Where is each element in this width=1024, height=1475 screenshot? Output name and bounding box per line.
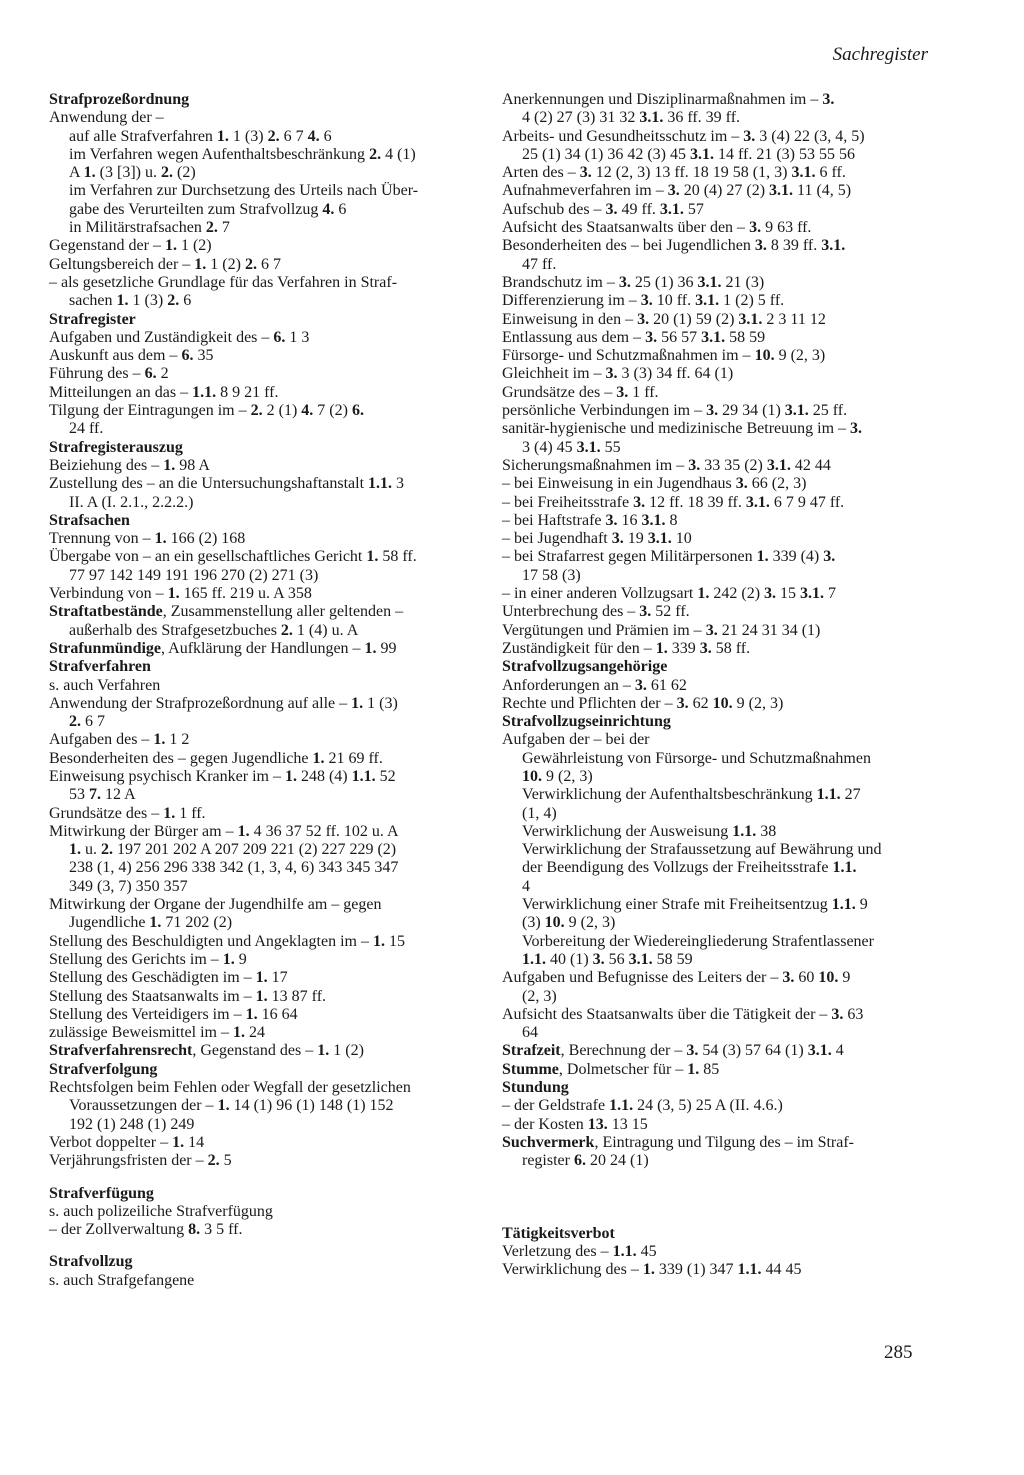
spacer: [502, 1171, 954, 1225]
index-heading: Strafvollzugseinrichtung: [502, 713, 671, 731]
index-entry: Mitwirkung der Bürger am – 1. 4 36 37 52 ff. 102 u. A: [49, 822, 399, 840]
index-entry: s. auch polizeiliche Strafverfügung: [49, 1202, 273, 1220]
index-heading: Tätigkeitsverbot: [502, 1224, 615, 1242]
index-entry: Brandschutz im – 3. 25 (1) 36 3.1. 21 (3): [502, 273, 765, 291]
spacer: [49, 1171, 481, 1185]
index-subentry: Jugendliche 1. 71 202 (2): [69, 914, 233, 932]
index-subentry: außerhalb des Strafgesetzbuches 2. 1 (4) u. A: [69, 621, 359, 639]
index-entry: sanitär-hygienische und medizinische Betreuung im – 3.: [502, 420, 863, 438]
page-number: 285: [884, 1342, 913, 1363]
index-subentry: 4 (2) 27 (3) 31 32 3.1. 36 ff. 39 ff.: [522, 109, 741, 127]
index-entry: Stellung des Staatsanwalts im – 1. 13 87 ff.: [49, 987, 327, 1005]
index-subentry: in Militärstrafsachen 2. 7: [69, 219, 230, 237]
index-subentry: register 6. 20 24 (1): [522, 1152, 649, 1170]
index-entry: Arten des – 3. 12 (2, 3) 13 ff. 18 19 58 (1, 3) 3.1. 6 ff.: [502, 164, 846, 182]
index-entry: Mitwirkung der Organe der Jugendhilfe am – gegen: [49, 896, 382, 914]
index-entry: Grundsätze des – 3. 1 ff.: [502, 383, 659, 401]
index-entry: Aufsicht des Staatsanwalts über die Tätigkeit der – 3. 63: [502, 1005, 864, 1023]
index-entry: Trennung von – 1. 166 (2) 168: [49, 530, 246, 548]
index-subentry: 349 (3, 7) 350 357: [69, 877, 188, 895]
index-entry: Verbot doppelter – 1. 14: [49, 1133, 205, 1151]
index-entry: Aufnahmeverfahren im – 3. 20 (4) 27 (2) 3.1. 11 (4, 5): [502, 182, 852, 200]
index-entry: Sicherungsmaßnahmen im – 3. 33 35 (2) 3.1. 42 44: [502, 456, 831, 474]
index-heading-inline: Suchvermerk, Eintragung und Tilgung des – im Straf-: [502, 1133, 854, 1151]
index-heading: Strafprozeßordnung: [49, 91, 190, 108]
index-subentry: Verwirklichung der Aufenthaltsbeschränkung 1.1. 27: [522, 786, 861, 804]
index-entry: Anwendung der –: [49, 109, 164, 127]
index-entry: Geltungsbereich der – 1. 1 (2) 2. 6 7: [49, 255, 281, 273]
index-column-right: [502, 91, 954, 1279]
index-entry: Zuständigkeit für den – 1. 339 3. 58 ff.: [502, 639, 751, 657]
index-subentry: der Beendigung des Vollzugs der Freiheitsstrafe 1.1.: [522, 859, 857, 877]
index-subentry: 47 ff.: [522, 255, 557, 273]
index-heading-inline: Strafverfahrensrecht, Gegenstand des – 1. 1 (2): [49, 1042, 364, 1060]
index-entry: – bei Einweisung in ein Jugendhaus 3. 66 (2, 3): [502, 475, 807, 493]
index-subentry: 64: [522, 1024, 538, 1042]
index-heading-inline: Stumme, Dolmetscher für – 1. 85: [502, 1060, 720, 1078]
index-entry: Stellung des Geschädigten im – 1. 17: [49, 969, 288, 987]
index-subentry: Verwirklichung der Ausweisung 1.1. 38: [522, 822, 777, 840]
index-subentry: II. A (I. 2.1., 2.2.2.): [69, 493, 194, 511]
index-entry: persönliche Verbindungen im – 3. 29 34 (1) 3.1. 25 ff.: [502, 402, 848, 420]
index-heading: Strafverfahren: [49, 658, 151, 676]
index-entry: Rechte und Pflichten der – 3. 62 10. 9 (2, 3): [502, 694, 784, 712]
index-entry: – bei Strafarrest gegen Militärpersonen 1. 339 (4) 3.: [502, 548, 836, 566]
index-subentry: (2, 3): [522, 987, 557, 1005]
index-entry: Stellung des Gerichts im – 1. 9: [49, 950, 247, 968]
index-subentry: gabe des Verurteilten zum Strafvollzug 4. 6: [69, 200, 347, 218]
index-subentry: im Verfahren wegen Aufenthaltsbeschränkung 2. 4 (1): [69, 145, 416, 163]
index-entry: – der Kosten 13. 13 15: [502, 1115, 648, 1133]
index-entry: Rechtsfolgen beim Fehlen oder Wegfall der gesetzlichen: [49, 1079, 411, 1097]
index-entry: Arbeits- und Gesundheitsschutz im – 3. 3 (4) 22 (3, 4, 5): [502, 127, 865, 145]
spacer: [49, 1239, 481, 1253]
index-subentry: auf alle Strafverfahren 1. 1 (3) 2. 6 7 4. 6: [69, 127, 332, 145]
index-entry: Auskunft aus dem – 6. 35: [49, 347, 214, 365]
index-entry: Aufsicht des Staatsanwalts über den – 3. 9 63 ff.: [502, 219, 812, 237]
index-entry: – bei Jugendhaft 3. 19 3.1. 10: [502, 530, 692, 548]
index-subentry: 17 58 (3): [522, 566, 581, 584]
index-entry: – bei Haftstrafe 3. 16 3.1. 8: [502, 511, 678, 529]
index-entry: Verletzung des – 1.1. 45: [502, 1242, 657, 1260]
index-subentry: 24 ff.: [69, 420, 104, 438]
index-heading: Strafregister: [49, 310, 136, 328]
index-heading: Strafsachen: [49, 511, 130, 529]
index-entry: Einweisung psychisch Kranker im – 1. 248 (4) 1.1. 52: [49, 767, 396, 785]
index-entry: s. auch Verfahren: [49, 676, 161, 694]
index-heading-inline: Strafunmündige, Aufklärung der Handlungen – 1. 99: [49, 639, 397, 657]
index-heading: Stundung: [502, 1079, 569, 1097]
index-heading-inline: Strafzeit, Berechnung der – 3. 54 (3) 57 64 (1) 3.1. 4: [502, 1042, 844, 1060]
index-entry: Gegenstand der – 1. 1 (2): [49, 237, 212, 255]
index-subentry: 192 (1) 248 (1) 249: [69, 1115, 195, 1133]
index-entry: Fürsorge- und Schutzmaßnahmen im – 10. 9 (2, 3): [502, 347, 826, 365]
index-subentry: (3) 10. 9 (2, 3): [522, 914, 616, 932]
index-entry: Besonderheiten des – gegen Jugendliche 1. 21 69 ff.: [49, 749, 383, 767]
index-entry: Differenzierung im – 3. 10 ff. 3.1. 1 (2) 5 ff.: [502, 292, 785, 310]
index-entry: zulässige Beweismittel im – 1. 24: [49, 1024, 265, 1042]
index-entry: Unterbrechung des – 3. 52 ff.: [502, 603, 690, 621]
index-column-left: [49, 91, 481, 1290]
index-heading: Strafverfügung: [49, 1184, 154, 1202]
index-subentry: 77 97 142 149 191 196 270 (2) 271 (3): [69, 566, 319, 584]
index-subentry: Gewährleistung von Fürsorge- und Schutzmaßnahmen: [522, 749, 871, 767]
running-head: Sachregister: [832, 44, 928, 65]
index-heading: Strafvollzugsangehörige: [502, 658, 668, 676]
index-entry: Aufgaben des – 1. 1 2: [49, 731, 190, 749]
index-subentry: 238 (1, 4) 256 296 338 342 (1, 3, 4, 6) 343 345 347: [69, 859, 399, 877]
index-entry: Verjährungsfristen der – 2. 5: [49, 1152, 232, 1170]
index-entry: Aufschub des – 3. 49 ff. 3.1. 57: [502, 200, 704, 218]
index-entry: Anforderungen an – 3. 61 62: [502, 676, 687, 694]
index-entry: – der Zollverwaltung 8. 3 5 ff.: [49, 1221, 243, 1239]
index-entry: Führung des – 6. 2: [49, 365, 169, 383]
index-entry: Zustellung des – an die Untersuchungshaftanstalt 1.1. 3: [49, 475, 405, 493]
index-subentry: Voraussetzungen der – 1. 14 (1) 96 (1) 148 (1) 152: [69, 1097, 394, 1115]
index-entry: Gleichheit im – 3. 3 (3) 34 ff. 64 (1): [502, 365, 734, 383]
index-entry: Besonderheiten des – bei Jugendlichen 3. 8 39 ff. 3.1.: [502, 237, 846, 255]
index-subentry: 2. 6 7: [69, 713, 105, 731]
index-entry: Vergütungen und Prämien im – 3. 21 24 31 34 (1): [502, 621, 821, 639]
index-entry: – der Geldstrafe 1.1. 24 (3, 5) 25 A (II. 4.6.): [502, 1097, 783, 1115]
index-entry: Verwirklichung des – 1. 339 (1) 347 1.1. 44 45: [502, 1261, 802, 1279]
index-entry: s. auch Strafgefangene: [49, 1271, 195, 1289]
index-subentry: Verwirklichung einer Strafe mit Freiheitsentzug 1.1. 9: [522, 896, 868, 914]
index-entry: Entlassung aus dem – 3. 56 57 3.1. 58 59: [502, 328, 766, 346]
index-entry: Aufgaben der – bei der: [502, 731, 650, 749]
index-subentry: 3 (4) 45 3.1. 55: [522, 438, 621, 456]
index-heading-inline: Straftatbestände, Zusammenstellung aller geltenden –: [49, 603, 404, 621]
index-heading: Strafverfolgung: [49, 1060, 158, 1078]
index-entry: Aufgaben und Zuständigkeit des – 6. 1 3: [49, 328, 310, 346]
index-entry: Anerkennungen und Disziplinarmaßnahmen im – 3.: [502, 91, 835, 108]
index-entry: – als gesetzliche Grundlage für das Verfahren in Straf-: [49, 273, 398, 291]
index-subentry: A 1. (3 [3]) u. 2. (2): [69, 164, 196, 182]
index-entry: Anwendung der Strafprozeßordnung auf alle – 1. 1 (3): [49, 694, 398, 712]
index-entry: Tilgung der Eintragungen im – 2. 2 (1) 4. 7 (2) 6.: [49, 402, 364, 420]
index-heading: Strafvollzug: [49, 1253, 133, 1271]
index-subentry: 10. 9 (2, 3): [522, 767, 593, 785]
index-entry: Grundsätze des – 1. 1 ff.: [49, 804, 206, 822]
index-subentry: Verwirklichung der Strafaussetzung auf Bewährung und: [522, 841, 882, 859]
index-subentry: (1, 4): [522, 804, 557, 822]
index-heading: Strafregisterauszug: [49, 438, 183, 456]
index-entry: – bei Freiheitsstrafe 3. 12 ff. 18 39 ff. 3.1. 6 7 9 47 ff.: [502, 493, 845, 511]
index-entry: Verbindung von – 1. 165 ff. 219 u. A 358: [49, 585, 312, 603]
index-entry: Einweisung in den – 3. 20 (1) 59 (2) 3.1. 2 3 11 12: [502, 310, 826, 328]
index-subentry: 1. u. 2. 197 201 202 A 207 209 221 (2) 227 229 (2): [69, 841, 397, 859]
index-subentry: Vorbereitung der Wiedereingliederung Strafentlassener: [522, 932, 874, 950]
index-entry: Beiziehung des – 1. 98 A: [49, 456, 210, 474]
index-subentry: 4: [522, 877, 530, 895]
index-entry: – in einer anderen Vollzugsart 1. 242 (2) 3. 15 3.1. 7: [502, 585, 837, 603]
index-subentry: 1.1. 40 (1) 3. 56 3.1. 58 59: [522, 950, 693, 968]
index-subentry: 25 (1) 34 (1) 36 42 (3) 45 3.1. 14 ff. 21 (3) 53 55 56: [522, 145, 855, 163]
index-subentry: im Verfahren zur Durchsetzung des Urteils nach Über-: [69, 182, 419, 200]
index-entry: Aufgaben und Befugnisse des Leiters der – 3. 60 10. 9: [502, 969, 851, 987]
index-subentry: 53 7. 12 A: [69, 786, 136, 804]
index-subentry: sachen 1. 1 (3) 2. 6: [69, 292, 192, 310]
index-entry: Stellung des Beschuldigten und Angeklagten im – 1. 15: [49, 932, 405, 950]
index-entry: Mitteilungen an das – 1.1. 8 9 21 ff.: [49, 383, 279, 401]
index-entry: Übergabe von – an ein gesellschaftliches Gericht 1. 58 ff.: [49, 548, 417, 566]
index-entry: Stellung des Verteidigers im – 1. 16 64: [49, 1005, 298, 1023]
